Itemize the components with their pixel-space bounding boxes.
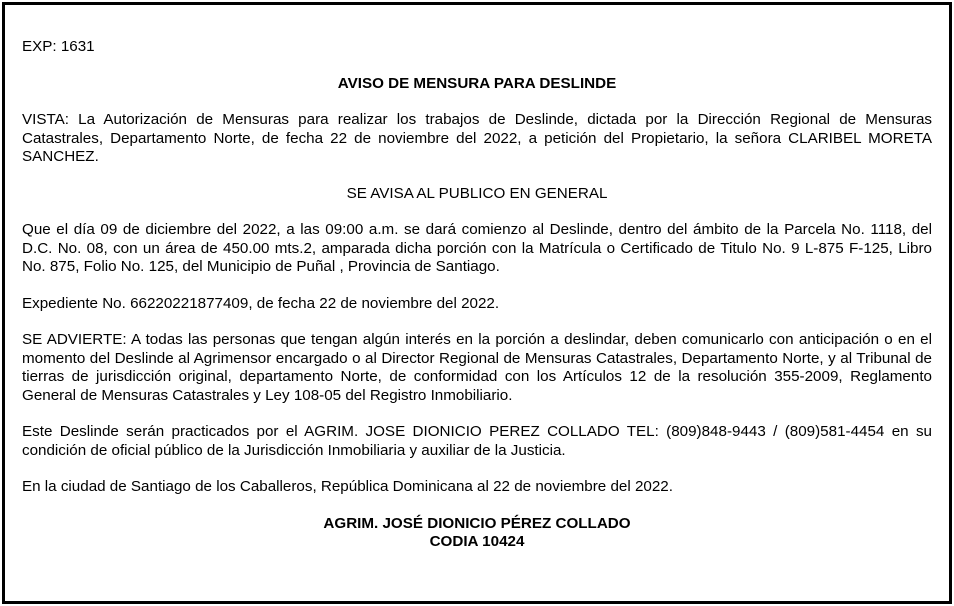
signature-name: AGRIM. JOSÉ DIONICIO PÉREZ COLLADO	[323, 514, 631, 532]
place-date-paragraph: En la ciudad de Santiago de los Caballeros, República Dominicana al 22 de noviembre del 2022.	[22, 478, 673, 495]
vista-paragraph: VISTA: La Autorización de Mensuras para realizar los trabajos de Deslinde, dictada por la Dirección Regional de Mensuras Catastrales, Departamento Norte, de fecha 22 de noviembre del 2022, a petición del Propietario, la señora CLARIBEL MORETA SANCHEZ.	[22, 111, 932, 165]
agrimensor-paragraph: Este Deslinde serán practicados por el AGRIM. JOSE DIONICIO PEREZ COLLADO TEL: (809)848-9443 / (809)581-4454 en su condición de oficial público de la Jurisdicción Inmobiliaria y auxiliar de la Justicia.	[22, 423, 932, 459]
notice-border	[2, 2, 952, 604]
deslinde-paragraph: Que el día 09 de diciembre del 2022, a las 09:00 a.m. se dará comienzo al Deslinde, dentro del ámbito de la Parcela No. 1118, del D.C. No. 08, con un área de 450.00 mts.2, amparada dicha porción con la Matrícula o Certificado de Titulo No. 9 L-875 F-125, Libro No. 875, Folio No. 125, del Municipio de Puñal , Provincia de Santiago.	[22, 221, 932, 275]
notice-title: AVISO DE MENSURA PARA DESLINDE	[337, 74, 617, 92]
expedition-number: EXP: 1631	[22, 38, 95, 55]
signature-codia: CODIA 10424	[429, 533, 525, 550]
advertencia-paragraph: SE ADVIERTE: A todas las personas que tengan algún interés en la porción a deslindar, deben comunicarlo con anticipación o en el momento del Deslinde al Agrimensor encargado o al Director Regional de Mensuras Catastrales, Departamento Norte, y al Tribunal de tierras de jurisdicción original, departamento Norte, de conformidad con los Artículos 12 de la resolución 355-2009, Reglamento General de Mensuras Catastrales y Ley 108-05 del Registro Inmobiliario.	[22, 331, 932, 404]
expediente-paragraph: Expediente No. 66220221877409, de fecha 22 de noviembre del 2022.	[22, 294, 500, 312]
public-notice-heading: SE AVISA AL PUBLICO EN GENERAL	[346, 184, 608, 202]
notice-body	[22, 38, 932, 552]
